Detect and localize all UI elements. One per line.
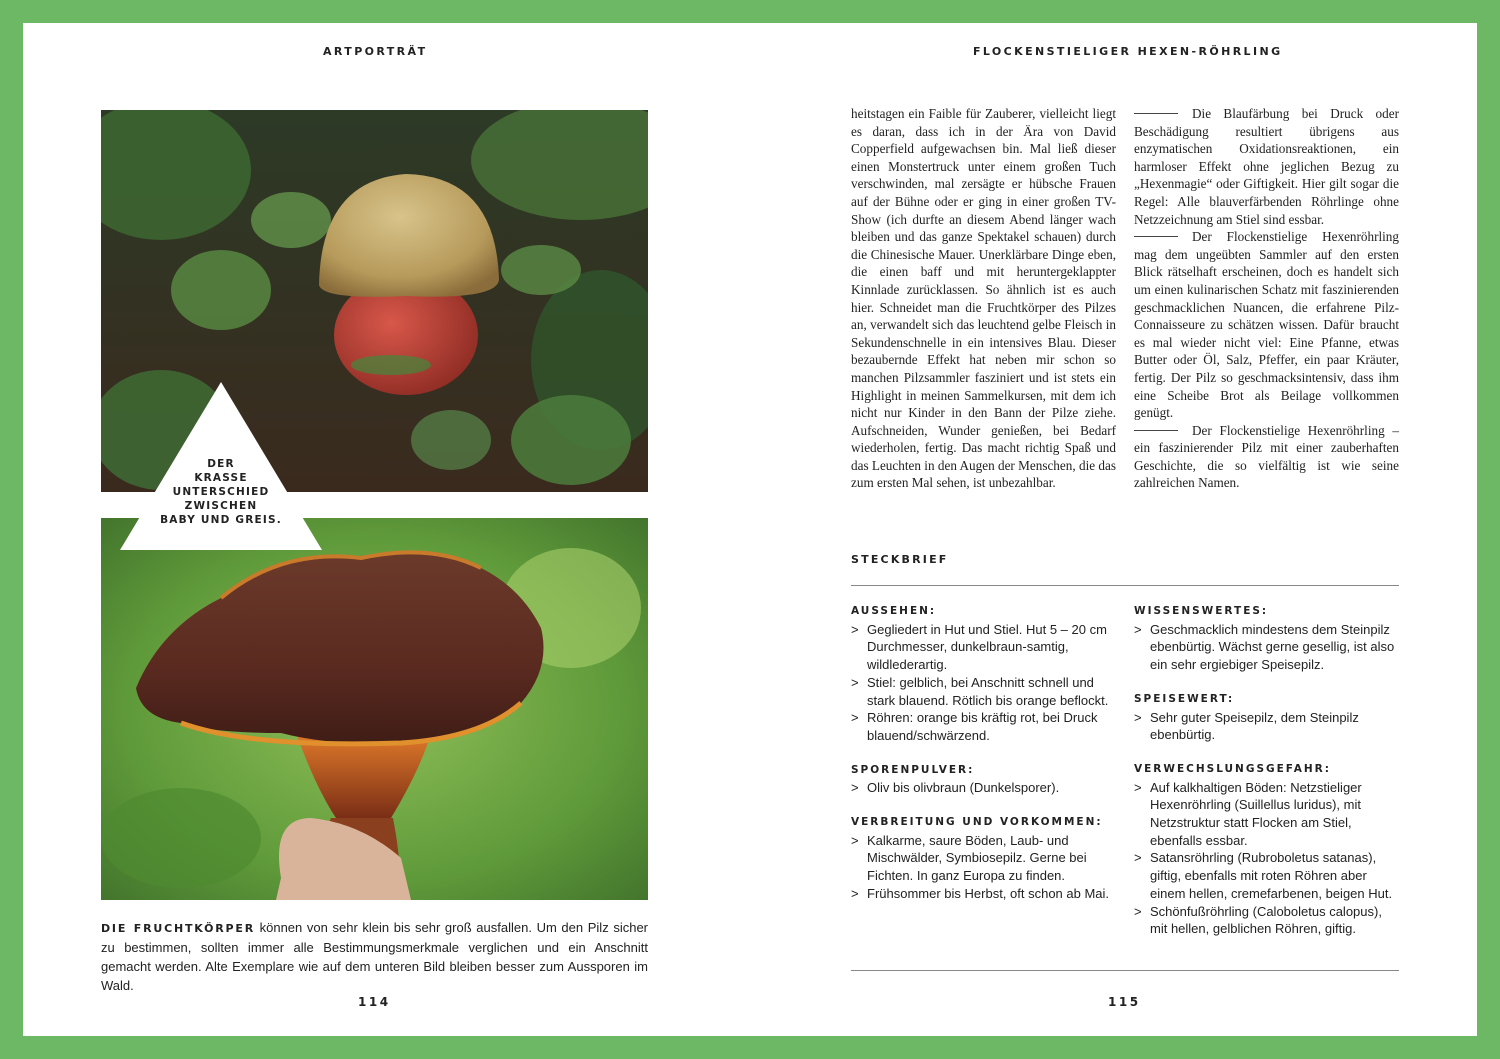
caption-lead: DIE FRUCHTKÖRPER [101, 922, 255, 935]
steckbrief-title: STECKBRIEF [851, 553, 949, 566]
fact-item [851, 779, 1116, 797]
fact-item [1134, 709, 1399, 744]
bullet-marker: > [1134, 903, 1142, 919]
fact-text: Satansröhrling (Rubroboletus satanas), giftig, ebenfalls mit roten Röhren aber einem hellen, cremefarbenen, beigen Hut. [1150, 850, 1393, 901]
fact-heading: VERWECHSLUNGSGEFAHR: [1134, 762, 1331, 775]
bullet-marker: > [851, 832, 859, 848]
fact-section [851, 603, 1116, 745]
fact-text: Oliv bis olivbraun (Dunkelsporer). [867, 780, 1060, 796]
fact-text: Gegliedert in Hut und Stiel. Hut 5 – 20 cm Durchmesser, dunkelbraun-samtig, wildlederartig. [867, 621, 1107, 673]
fact-text: Sehr guter Speisepilz, dem Steinpilz ebenbürtig. [1150, 709, 1359, 743]
fact-item [1134, 621, 1399, 674]
steckbrief-right-column [1134, 603, 1399, 955]
fact-text: Auf kalkhaltigen Böden: Netzstieliger Hexenröhrling (Suillellus luridus), mit Netzstruktur statt Flocken am Stiel, ebenfalls essbar. [1150, 779, 1362, 848]
right-page-number: 115 [1108, 995, 1141, 1009]
fact-text: Stiel: gelblich, bei Anschnitt schnell und stark blauend. Rötlich bis orange beflockt. [867, 674, 1109, 708]
fact-item [851, 674, 1116, 709]
fact-section [1134, 603, 1399, 674]
fact-item [851, 885, 1116, 903]
body-paragraph: Der Flockenstielige Hexenröhrling mag dem ungeübten Sammler auf den ersten Blick rätselhaft erscheinen, doch es handelt sich um einen kulinarischen Schatz mit faszinierenden geschmacklichen Nuancen, die erfahrene Pilz-Connaisseure zu schätzen wissen. Dafür braucht es mal wieder nicht viel: Eine Pfanne, etwas Butter oder Öl, Salz, Pfeffer, ein paar Kräuter, fertig. Der Pilz so geschmacksintensiv, dass ihm eine Scheibe Brot als Beilage vollkommen genügt. [1134, 229, 1399, 421]
fact-section [1134, 691, 1399, 744]
fact-section [1134, 761, 1399, 938]
left-page-number: 114 [358, 995, 391, 1009]
steckbrief-bottom-rule [851, 970, 1399, 971]
fact-item [1134, 779, 1399, 850]
fact-item [851, 832, 1116, 885]
fact-text: Frühsommer bis Herbst, oft schon ab Mai. [867, 885, 1110, 901]
bullet-marker: > [851, 674, 859, 690]
body-column-1 [851, 105, 1116, 492]
photo-caption [101, 918, 648, 995]
bullet-marker: > [851, 885, 859, 901]
body-paragraph: Die Blaufärbung bei Druck oder Beschädigung resultiert übrigens aus enzymatischen Oxidationsreaktionen, ein harmloser Effekt ohne jeglichen Bezug zu „Hexenmagie“ oder Giftigkeit. Hier gilt sogar die Regel: Alle blauverfärbenden Röhrlinge ohne Netzzeichnung am Stiel sind essbar. [1134, 106, 1399, 227]
fact-heading: WISSENSWERTES: [1134, 605, 1269, 617]
steckbrief-top-rule [851, 585, 1399, 586]
right-running-header: FLOCKENSTIELIGER HEXEN-RÖHRLING [973, 45, 1283, 58]
bullet-marker: > [1134, 709, 1142, 725]
old-mushroom-image [101, 518, 648, 900]
fact-section [851, 762, 1116, 797]
fact-item [851, 621, 1116, 674]
fact-text: Röhren: orange bis kräftig rot, bei Druck blauend/schwärzend. [867, 710, 1098, 743]
bullet-marker: > [1134, 850, 1142, 866]
body-paragraph: heitstagen ein Faible für Zauberer, vielleicht liegt es daran, dass ich in der Ära von David Copperfield aufgewachsen bin. Mal ließ dieser einen Monstertruck unter einem großen Tuch verschwinden, mal zersägte er hübsche Frauen auf der Bühne oder er ging in einer großen TV-Show (ich durfte an diesem Abend länger wach bleiben und das ganze Spektakel schauen) durch die Chinesische Mauer. Unerklärbare Dinge eben, die einen baff und mit heruntergeklappter Kinnlade zurücklassen. So ähnlich ist es auch hier. Schneidet man die Fruchtkörper des Pilzes an, verwandelt sich das leuchtend gelbe Fleisch in Sekundenschnelle in ein intensives Blau. Dieser bezaubernde Effekt hat neben mir schon so manchen Pilzsammler fasziniert und ist stets ein Highlight in meinen Sammelkursen, mit dem ich nicht nur Kinder in den Bann der Pilze ziehe. Aufschneiden, Wunder genießen, bei Bedarf wiederholen, fertig. Das macht richtig Spaß und das Leuchten in den Augen der Menschen, die das zum ersten Mal sehen, ist unbezahlbar. [851, 106, 1116, 491]
callout-text: DER KRASSE UNTERSCHIED ZWISCHEN BABY UND GREIS. [160, 458, 282, 526]
bullet-marker: > [1134, 621, 1142, 637]
fact-heading: AUSSEHEN: [851, 605, 937, 617]
bullet-marker: > [851, 780, 859, 796]
bullet-marker: > [1134, 779, 1142, 795]
fact-heading: SPEISEWERT: [1134, 692, 1235, 705]
fact-section [851, 814, 1116, 903]
fact-text: Kalkarme, saure Böden, Laub- und Mischwälder, Symbiosepilz. Gerne bei Fichten. In ganz Europa zu finden. [867, 832, 1087, 884]
body-paragraph: Der Flockenstielige Hexenröhrling – ein faszinierender Pilz mit einer zauberhaften Geschichte, die so vielfältig ist wie seine zahlreichen Namen. [1134, 422, 1399, 491]
bullet-marker: > [851, 621, 859, 637]
steckbrief-left-column [851, 603, 1116, 920]
photo-old-mushroom [101, 518, 648, 900]
caption-text: können von sehr klein bis sehr groß ausfallen. Um den Pilz sicher zu bestimmen, sollten immer alle Bestimmungsmerkmale verglichen und ein Anschnitt gemacht werden. Alte Exemplare wie auf dem unteren Bild bleiben besser zum Aussporen im Wald. [101, 920, 648, 993]
fact-text: Schönfußröhrling (Caloboletus calopus), mit hellen, gelblichen Röhren, giftig. [1150, 903, 1382, 937]
book-spread [23, 23, 1477, 1036]
fact-item [1134, 903, 1399, 938]
fact-item [1134, 849, 1399, 902]
fact-item [851, 709, 1116, 744]
fact-heading: VERBREITUNG UND VORKOMMEN: [851, 816, 1103, 829]
left-running-header: ARTPORTRÄT [323, 45, 428, 58]
bullet-marker: > [851, 710, 859, 726]
body-column-2 [1134, 105, 1399, 492]
fact-text: Geschmacklich mindestens dem Steinpilz ebenbürtig. Wächst gerne gesellig, ist also ein sehr ergiebiger Speisepilz. [1150, 621, 1395, 673]
fact-heading: SPORENPULVER: [851, 763, 975, 776]
